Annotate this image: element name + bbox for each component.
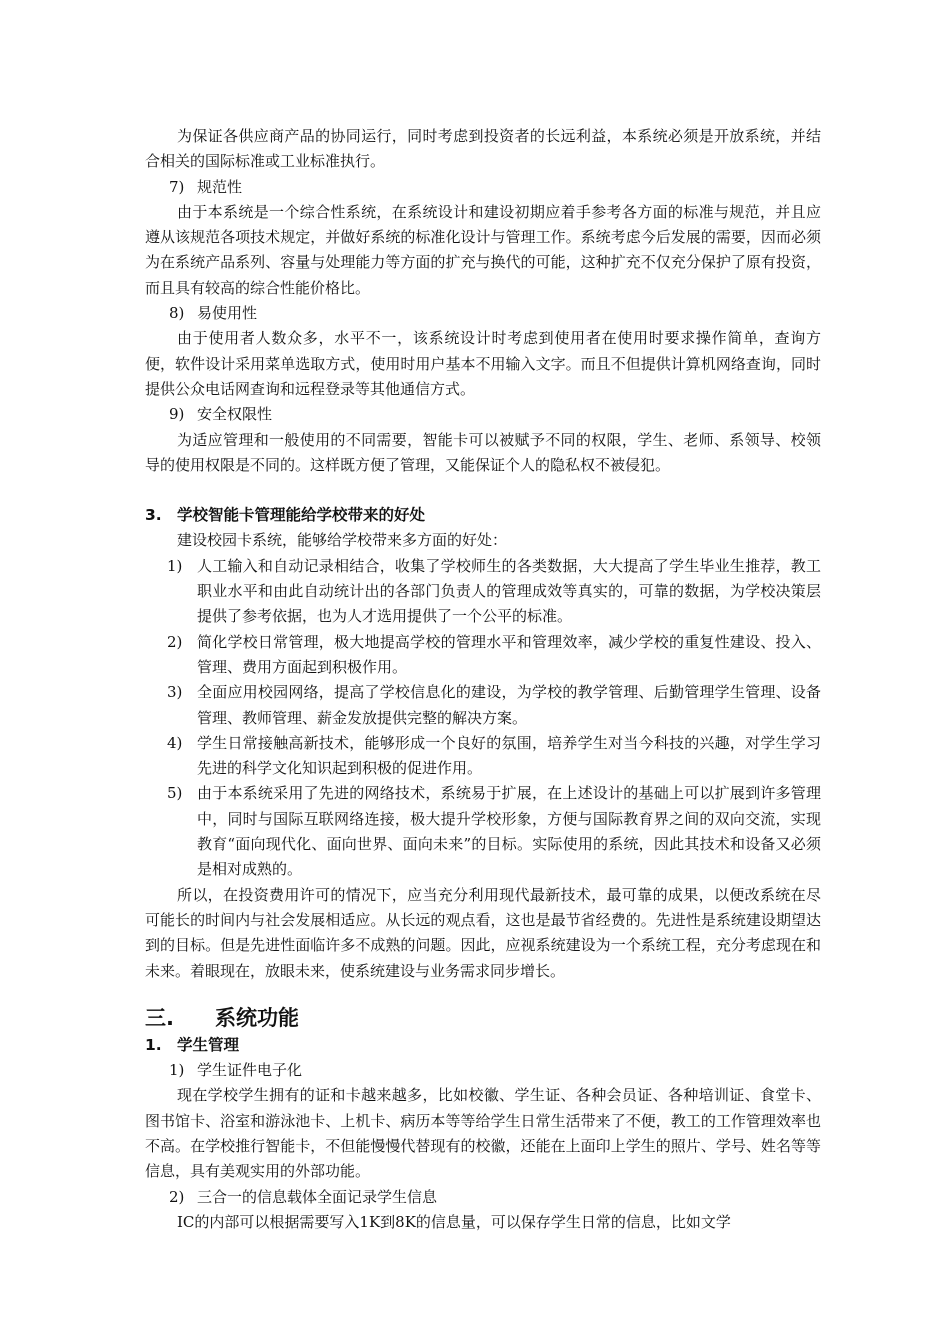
list-label: 学生证件电子化: [197, 1061, 303, 1080]
chapter-number: 三.: [145, 1005, 174, 1030]
list-number: 2): [167, 632, 183, 651]
document-page: [145, 124, 821, 1235]
chapter-title: 系统功能: [215, 1005, 299, 1030]
list-item: [145, 731, 821, 782]
section-number: 3.: [145, 506, 162, 525]
list-label: 易使用性: [197, 304, 258, 323]
list-item-usability: [145, 301, 821, 326]
section-title: 学生管理: [177, 1035, 240, 1054]
paragraph-open-system: 为保证各供应商产品的协同运行，同时考虑到投资者的长远利益，本系统必须是开放系统，并结合相关的国际标准或工业标准执行。: [145, 127, 821, 171]
list-label: 三合一的信息载体全面记录学生信息: [197, 1187, 438, 1206]
section-heading-benefits: [145, 503, 821, 528]
list-label: 安全权限性: [197, 405, 273, 424]
paragraph-electronic-id: 现在学校学生拥有的证和卡越来越多，比如校徽、学生证、各种会员证、各种培训证、食堂卡、图书馆卡、浴室和游泳池卡、上机卡、病历本等等给学生日常生活带来了不便，教工的工作管理效率也不高。在学校推行智能卡，不但能慢慢代替现有的校徽，还能在上面印上学生的照片、学号、姓名等等信息，具有美观实用的外部功能。: [145, 1086, 821, 1181]
paragraph-usability: 由于使用者人数众多，水平不一，该系统设计时考虑到使用者在使用时要求操作简单，查询方便，软件设计采用菜单选取方式，使用时用户基本不用输入文字。而且不但提供计算机网络查询，同时提供公众电话网查询和远程登录等其他通信方式。: [145, 329, 821, 398]
paragraph-benefits-intro: 建设校园卡系统，能够给学校带来多方面的好处：: [177, 531, 508, 550]
paragraph-standardization: 由于本系统是一个综合性系统，在系统设计和建设初期应着手参考各方面的标准与规范，并且应遵从该规范各项技术规定，并做好系统的标准化设计与管理工作。系统考虑今后发展的需要，因而必须为在系统产品系列、容量与处理能力等方面的扩充与换代的可能，这种扩充不仅充分保护了原有投资，而且具有较高的综合性能价格比。: [145, 202, 821, 297]
list-item: [145, 781, 821, 882]
section-heading-student-management: [145, 1033, 821, 1058]
list-item: [145, 680, 821, 731]
list-text: 由于本系统采用了先进的网络技术，系统易于扩展，在上述设计的基础上可以扩展到许多管理中，同时与国际互联网络连接，极大提升学校形象，方便与国际教育界之间的双向交流，实现教育“面向现代化、面向世界、面向未来”的目标。实际使用的系统，因此其技术和设备又必须是相对成熟的。: [197, 784, 821, 879]
list-number: 3): [167, 683, 183, 702]
list-number: 1): [167, 556, 183, 575]
list-number: 4): [167, 733, 183, 752]
list-item-info-carrier: [145, 1185, 821, 1210]
chapter-heading-system-functions: [145, 1003, 821, 1033]
list-label: 规范性: [197, 177, 243, 196]
list-text: 全面应用校园网络，提高了学校信息化的建设，为学校的教学管理、后勤管理学生管理、设备管理、教师管理、薪金发放提供完整的解决方案。: [197, 683, 821, 727]
list-item-security: [145, 402, 821, 427]
list-text: 简化学校日常管理，极大地提高学校的管理水平和管理效率，减少学校的重复性建设、投入、管理、费用方面起到积极作用。: [197, 632, 821, 676]
section-title: 学校智能卡管理能给学校带来的好处: [177, 506, 426, 525]
list-number: 1): [169, 1061, 185, 1080]
section-number: 1.: [145, 1035, 162, 1054]
benefits-list: [145, 554, 821, 883]
list-text: 人工输入和自动记录相结合，收集了学校师生的各类数据，大大提高了学生毕业生推荐，教工职业水平和由此自动统计出的各部门负责人的管理成效等真实的，可靠的数据，为学校决策层提供了参考依据，也为人才选用提供了一个公平的标准。: [197, 556, 821, 626]
list-item-standardization: [145, 175, 821, 200]
list-number: 7): [169, 177, 185, 196]
paragraph-info-carrier: IC的内部可以根据需要写入1K到8K的信息量，可以保存学生日常的信息，比如文学: [177, 1212, 731, 1231]
list-number: 8): [169, 304, 185, 323]
list-number: 5): [167, 784, 183, 803]
list-item-electronic-id: [145, 1058, 821, 1083]
list-text: 学生日常接触高新技术，能够形成一个良好的氛围，培养学生对当今科技的兴趣，对学生学习先进的科学文化知识起到积极的促进作用。: [197, 733, 821, 778]
list-item: [145, 630, 821, 681]
list-item: [145, 554, 821, 630]
paragraph-conclusion: 所以，在投资费用许可的情况下，应当充分利用现代最新技术，最可靠的成果，以便改系统在尽可能长的时间内与社会发展相适应。从长远的观点看，这也是最节省经费的。先进性是系统建设期望达到的目标。但是先进性面临许多不成熟的问题。因此，应视系统建设为一个系统工程，充分考虑现在和未来。着眼现在，放眼未来，使系统建设与业务需求同步增长。: [145, 885, 821, 980]
paragraph-security: 为适应管理和一般使用的不同需要，智能卡可以被赋予不同的权限，学生、老师、系领导、校领导的使用权限是不同的。这样既方便了管理，又能保证个人的隐私权不被侵犯。: [145, 430, 821, 474]
list-number: 2): [169, 1187, 185, 1206]
list-number: 9): [169, 405, 185, 424]
